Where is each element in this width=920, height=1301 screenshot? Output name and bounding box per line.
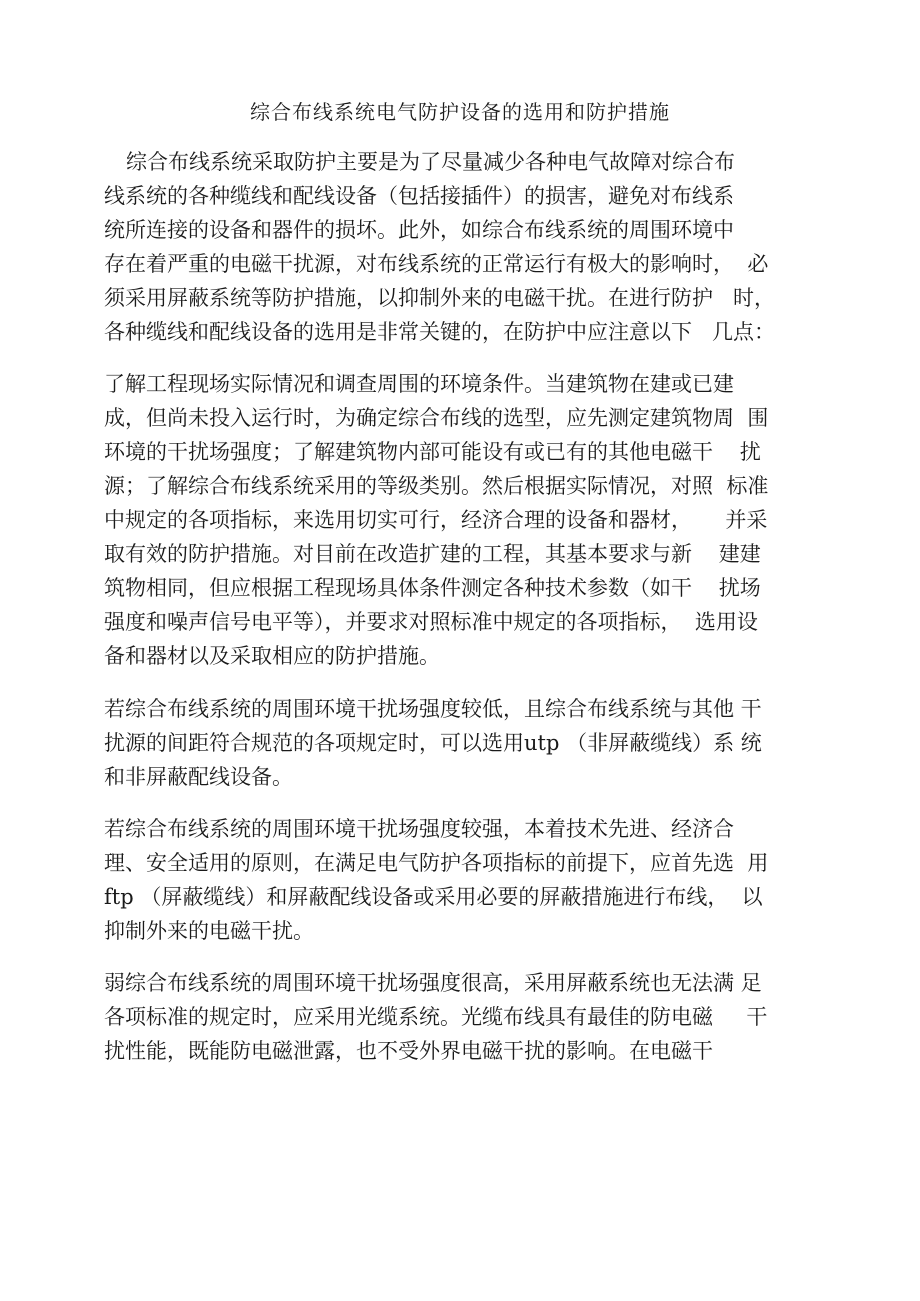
- text-line: 须采用屏蔽系统等防护措施，以抑制外来的电磁干扰。在进行防护 时，: [104, 286, 776, 310]
- text-line: 筑物相同，但应根据工程现场具体条件测定各种技术参数（如干 扰场: [104, 576, 761, 600]
- text-line: 线系统的各种缆线和配线设备（包括接插件）的损害，避免对布线系: [104, 184, 734, 208]
- text-line: 理、安全适用的原则，在满足电气防护各项指标的前提下，应首先选 用: [104, 851, 769, 875]
- paragraph-high-interference: [104, 966, 824, 1068]
- text-line: 各种缆线和配线设备的选用是非常关键的，在防护中应注意以下 几点：: [104, 320, 776, 344]
- text-line: 若综合布线系统的周围环境干扰场强度较低，且综合布线系统与其他 干: [104, 697, 762, 721]
- text-line: 成，但尚未投入运行时，为确定综合布线的选型，应先测定建筑物周 围: [104, 406, 769, 430]
- text-line: 扰性能，既能防电磁泄露，也不受外界电磁干扰的影响。在电磁干: [104, 1039, 713, 1063]
- text-line: 各项标准的规定时，应采用光缆系统。光缆布线具有最佳的防电磁 干: [104, 1005, 768, 1029]
- paragraph-survey: [104, 367, 824, 673]
- text-line: 环境的干扰场强度；了解建筑物内部可能设有或已有的其他电磁干 扰: [104, 440, 761, 464]
- text-line: 中规定的各项指标，来选用切实可行，经济合理的设备和器材， 并采: [104, 508, 768, 532]
- text-line: 存在着严重的电磁干扰源，对布线系统的正常运行有极大的影响时， 必: [104, 252, 769, 276]
- document-title: 综合布线系统电气防护设备的选用和防护措施: [250, 100, 670, 124]
- paragraph-low-interference: [104, 692, 824, 794]
- paragraph-intro: [104, 145, 824, 349]
- text-line: 抑制外来的电磁干扰。: [104, 919, 314, 943]
- text-line: 和非屏蔽配线设备。: [104, 765, 293, 789]
- text-line: 取有效的防护措施。对目前在改造扩建的工程，其基本要求与新 建建: [104, 542, 761, 566]
- text-line: 强度和噪声信号电平等），并要求对照标准中规定的各项指标， 选用设: [104, 610, 758, 634]
- text-line: 综合布线系统采取防护主要是为了尽量减少各种电气故障对综合布: [126, 150, 735, 174]
- text-line: 源；了解综合布线系统采用的等级类别。然后根据实际情况，对照 标准: [104, 474, 769, 498]
- text-line: 弱综合布线系统的周围环境干扰场强度很高，采用屏蔽系统也无法满 足: [104, 971, 762, 995]
- text-line: 扰源的间距符合规范的各项规定时，可以选用utp （非屏蔽缆线）系 统: [104, 731, 762, 755]
- text-line: 若综合布线系统的周围环境干扰场强度较强，本着技术先进、经济合: [104, 817, 734, 841]
- text-line: 备和器材以及采取相应的防护措施。: [104, 644, 440, 668]
- paragraph-strong-interference: [104, 812, 824, 948]
- text-line: 了解工程现场实际情况和调查周围的环境条件。当建筑物在建或已建: [104, 372, 734, 396]
- text-line: ftp （屏蔽缆线）和屏蔽配线设备或采用必要的屏蔽措施进行布线， 以: [104, 885, 763, 909]
- text-line: 统所连接的设备和器件的损坏。此外，如综合布线系统的周围环境中: [104, 218, 734, 242]
